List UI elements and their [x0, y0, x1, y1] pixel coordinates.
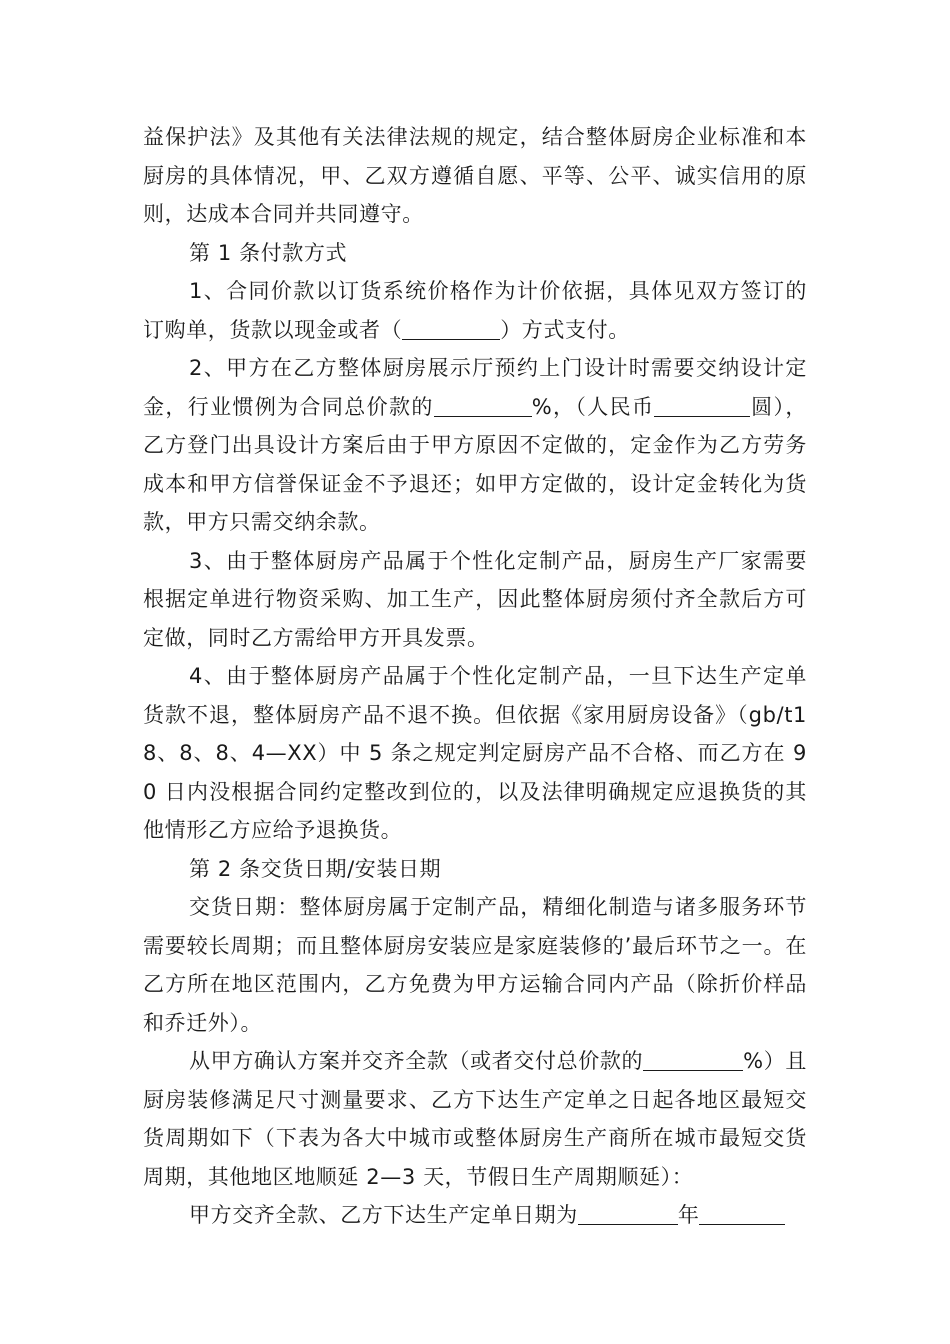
order-date-text-a: 甲方交齐全款、乙方下达生产定单日期为 — [189, 1203, 578, 1227]
clause-1-text-a: 1、合同价款以订货系统价格作为计价依据，具体见双方签订的订购单，货款以现金或者（ — [143, 279, 807, 342]
clause-2-text-b: %，（人民币 — [531, 394, 655, 419]
clause-1-text-b: ）方式支付。 — [500, 317, 630, 342]
cycle-text-b: %）且厨房装修满足尺寸测量要求、乙方下达生产定单之日起各地区最短交货周期如下（下表为各大中城市或整体厨房生产商所在城市最短交货周期，其他地区地顺延 2—3 天，节假日生产周期顺延）： — [143, 1049, 807, 1189]
order-month-blank — [699, 1202, 785, 1225]
order-date-text-b: 年 — [677, 1203, 700, 1227]
deposit-rmb-blank — [654, 394, 750, 417]
article-2-heading — [143, 850, 807, 889]
clause-2-text-c: 圆），乙方登门出具设计方案后由于甲方原因不定做的，定金作为乙方劳务成本和甲方信誉保证金不予退还；如甲方定做的，设计定金转化为货款，甲方只需交纳余款。 — [143, 394, 807, 534]
paragraph-intro — [143, 118, 807, 234]
article-2-heading-text: 第 2 条交货日期/安装日期 — [189, 856, 442, 881]
article-2-cycle-paragraph — [143, 1042, 807, 1196]
article-1-clause-3 — [143, 542, 807, 658]
article-1-heading — [143, 234, 807, 273]
order-year-blank — [578, 1202, 678, 1225]
clause-4-text: 4、由于整体厨房产品属于个性化定制产品，一旦下达生产定单货款不退，整体厨房产品不退不换。但依据《家用厨房设备》（gb/t18、8、8、4—XX）中 5 条之规定判定厨房产品不合格、而乙方在 90 日内没根据合同约定整改到位的，以及法律明确规定应退换货的其他情形乙方应给予退换货。 — [143, 664, 807, 842]
delivery-text: 交货日期：整体厨房属于定制产品，精细化制造与诸多服务环节需要较长周期；而且整体厨房安装应是家庭装修的’最后环节之一。在乙方所在地区范围内，乙方免费为甲方运输合同内产品（除折价样品和乔迁外）。 — [143, 895, 807, 1035]
article-2-order-date-paragraph — [143, 1196, 807, 1235]
article-2-delivery-paragraph — [143, 888, 807, 1042]
article-1-heading-text: 第 1 条付款方式 — [189, 240, 348, 265]
clause-2-text-a: 2、甲方在乙方整体厨房展示厅预约上门设计时需要交纳设计定金，行业惯例为合同总价款的 — [143, 356, 807, 419]
deposit-percent-blank — [434, 394, 532, 417]
intro-text: 益保护法》及其他有关法律法规的规定，结合整体厨房企业标准和本厨房的具体情况，甲、乙双方遵循自愿、平等、公平、诚实信用的原则，达成本合同并共同遵守。 — [143, 125, 807, 226]
cycle-text-a: 从甲方确认方案并交齐全款（或者交付总价款的 — [189, 1049, 644, 1073]
article-1-clause-4 — [143, 657, 807, 850]
clause-3-text: 3、由于整体厨房产品属于个性化定制产品，厨房生产厂家需要根据定单进行物资采购、加工生产，因此整体厨房须付齐全款后方可定做，同时乙方需给甲方开具发票。 — [143, 548, 807, 650]
payment-method-blank — [402, 317, 500, 340]
total-price-percent-blank — [643, 1048, 743, 1071]
article-1-clause-2 — [143, 349, 807, 542]
article-1-clause-1 — [143, 272, 807, 349]
